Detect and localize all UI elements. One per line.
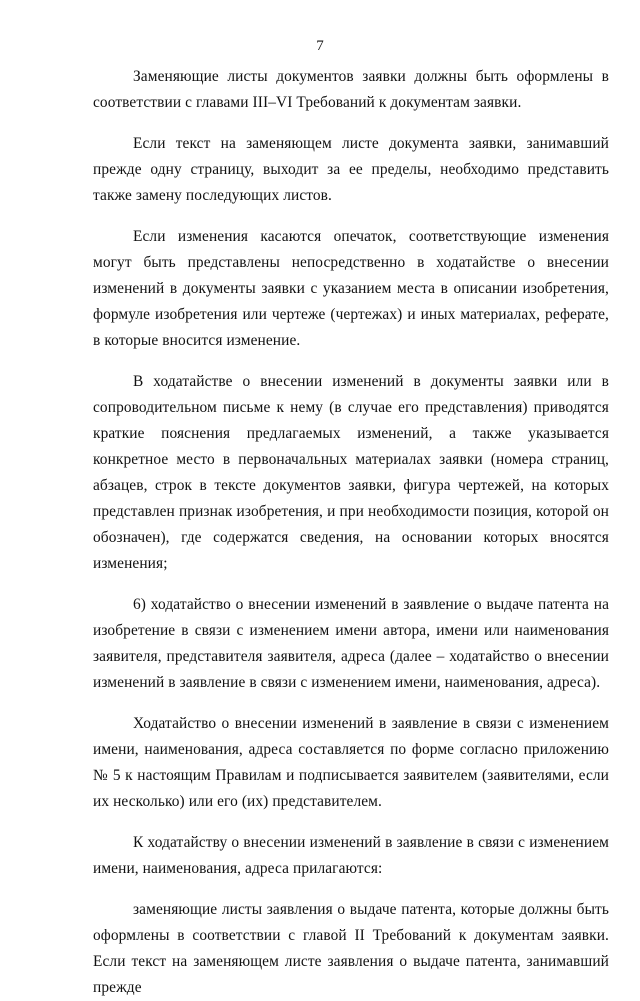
paragraph-replacement-sheets-format: Заменяющие листы документов заявки должны быть оформлены в соответствии с главами III–VI Требований к документам заявки. — [93, 68, 609, 111]
paragraph-item-6-petition: 6) ходатайство о внесении изменений в заявление о выдаче патента на изобретение в связи с изменением имени автора, имени или наименования заявителя, представителя заявителя, адреса (далее – ходатайство о внесении изменений в заявление в связи с изменением имени, наименования, адреса). — [93, 596, 609, 691]
page-number: 7 — [316, 38, 324, 54]
paragraph-replacement-application-sheets: заменяющие листы заявления о выдаче патента, которые должны быть оформлены в соответствии с главой II Требований к документам заявки. Если текст на заменяющем листе заявления о выдаче патента, занимавший прежде — [93, 901, 609, 996]
paragraph-replacement-sheets-overflow: Если текст на заменяющем листе документа заявки, занимавший прежде одну страницу, выходит за ее пределы, необходимо представить также замену последующих листов. — [93, 135, 609, 204]
paragraph-change-explanations: В ходатайстве о внесении изменений в документы заявки или в сопроводительном письме к нему (в случае его представления) приводятся краткие пояснения предлагаемых изменений, а также указывается конкретное место в первоначальных материалах заявки (номера страниц, абзацев, строк в тексте документов заявки, фигура чертежей, на которых представлен признак изобретения, и при необходимости позиция, которой он обозначен), где содержатся сведения, на основании которых вносятся изменения; — [93, 373, 609, 572]
paragraph-attachments-intro: К ходатайству о внесении изменений в заявление в связи с изменением имени, наименования, адреса прилагаются: — [93, 834, 609, 877]
paragraph-typo-corrections: Если изменения касаются опечаток, соответствующие изменения могут быть представлены непосредственно в ходатайстве о внесении изменений в документы заявки с указанием места в описании изобретения, формуле изобретения или чертеже (чертежах) и иных материалах, реферате, в которые вносится изменение. — [93, 228, 609, 349]
paragraph-petition-form: Ходатайство о внесении изменений в заявление в связи с изменением имени, наименования, адреса составляется по форме согласно приложению № 5 к настоящим Правилам и подписывается заявителем (заявителями, если их несколько) или его (их) представителем. — [93, 715, 609, 810]
document-body — [93, 64, 609, 1001]
